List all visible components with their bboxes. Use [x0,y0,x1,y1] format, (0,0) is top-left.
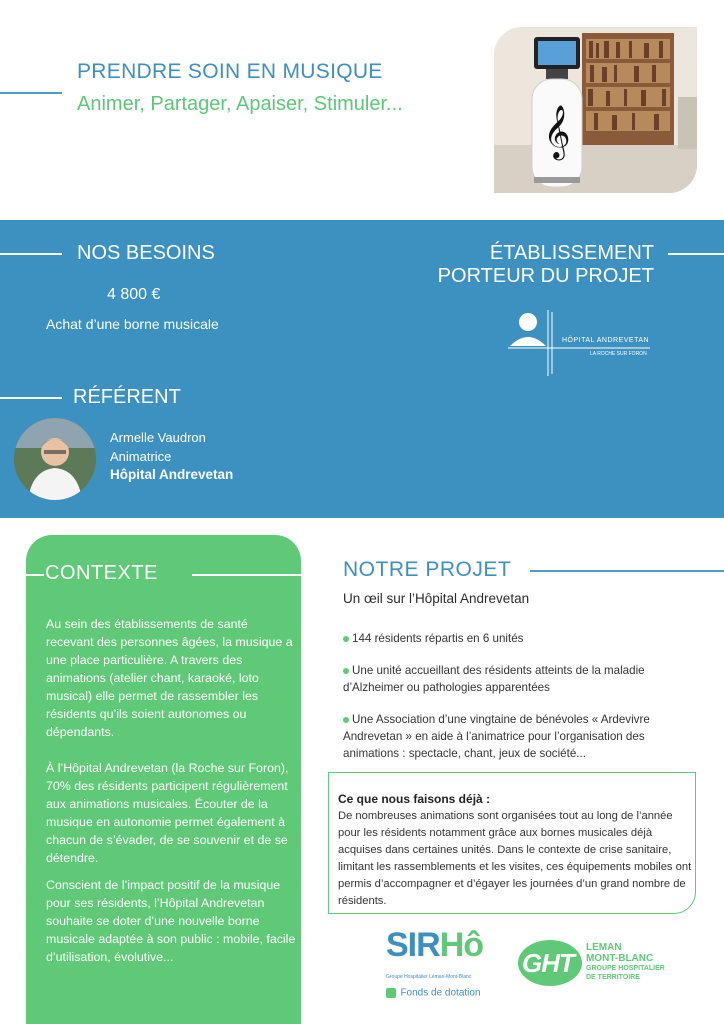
ght-line-2: MONT-BLANC [586,953,654,964]
ght-line-1: LEMAN [586,942,622,953]
project-bullet-1: 144 résidents répartis en 6 unités [343,630,703,647]
referent-rule [0,397,62,399]
context-rule-right [192,574,301,576]
needs-description: Achat d’une borne musicale [46,316,219,332]
context-rule-left [26,574,44,576]
sirho-logo-part2: Hô [439,926,484,964]
context-paragraph-3: Conscient de l’impact positif de la musique pour ses résidents, l’Hôpital Andrevetan souhaite se doter d’une nouvelle borne musicale adaptée à son public : mobile, facile d’utilisation, évolutive... [46,878,296,964]
establishment-rule [668,253,724,255]
needs-rule [0,253,62,255]
sirho-fund: Fonds de dotation [400,987,481,999]
person-icon [14,418,96,500]
referent-heading: RÉFÉRENT [73,386,181,408]
context-heading: CONTEXTE [45,562,158,584]
context-paragraph-2: À l’Hôpital Andrevetan (la Roche sur Foron), 70% des résidents participent régulièrement aux animations musicales. Écouter de la musique en autonomie permet également à chacun de s’évader, de se souvenir et de se détendre. [46,761,289,865]
already-heading: Ce que nous faisons déjà : [338,792,491,806]
project-bullet-3: Une Association d’une vingtaine de bénévoles « Ardevivre Andrevetan » en aide à l’animatrice pour l’organisation des animations : spectacle, chant, jeux de société... [343,713,650,760]
bullet-dot-icon [343,717,349,723]
establishment-heading-1: ÉTABLISSEMENT [489,242,654,264]
sirho-logo [386,926,498,1002]
context-paragraph-1: Au sein des établissements de santé recevant des personnes âgées, la musique a une place particulière. A travers des animations (atelier chant, karaoké, loto musical) elle permet de rassembler les résidents qu’ils soient autonomes ou dépendants. [46,617,293,739]
music-kiosk-illustration [494,27,697,193]
page-title: PRENDRE SOIN EN MUSIQUE [77,60,383,83]
ght-line-3: GROUPE HOSPITALIER [586,965,665,972]
page-subtitle: Animer, Partager, Apaiser, Stimuler... [77,93,403,115]
needs-amount: 4 800 € [107,286,161,303]
referent-role: Animatrice [110,449,172,464]
already-text: De nombreuses animations sont organisées tout au long de l’année pour les résidents notamment grâce aux bornes musicales déjà acquises dans certaines unités. Dans le contexte de crise sanitaire, limitant les rassemblements et les visites, ces équipements mobiles ont permis d’accompagner et d’égayer les journées d’un grand nombre de résidents. [338,810,692,907]
title-rule [0,92,62,94]
hospital-logo-name: HÔPITAL ANDREVETAN [562,337,650,344]
hospital-logo [504,308,654,378]
project-subheading: Un œil sur l’Hôpital Andrevetan [343,591,530,606]
ght-logo [518,938,688,990]
hospital-logo-place: LA ROCHE SUR FORON [590,351,647,357]
sirho-tagline: Groupe Hospitalier Léman-Mont-Blanc [386,974,472,980]
project-heading: NOTRE PROJET [343,558,512,581]
referent-org: Hôpital Andrevetan [110,467,234,482]
sirho-logo-part1: SIR [386,926,440,964]
fund-icon [386,988,396,998]
needs-heading: NOS BESOINS [77,242,215,264]
ght-line-4: DE TERRITOIRE [586,974,640,981]
project-bullet-2: Une unité accueillant des résidents atteints de la maladie d’Alzheimer ou pathologies apparentées [343,664,645,694]
music-kiosk-photo [494,27,697,193]
establishment-heading-2: PORTEUR DU PROJET [437,265,654,287]
svg-text:𝄞: 𝄞 [543,104,571,158]
bullet-dot-icon [343,668,349,674]
ght-mark: GHT [522,948,574,978]
project-rule [530,570,724,572]
referent-name: Armelle Vaudron [110,430,206,445]
bullet-dot-icon [343,636,349,642]
referent-avatar [14,418,96,500]
